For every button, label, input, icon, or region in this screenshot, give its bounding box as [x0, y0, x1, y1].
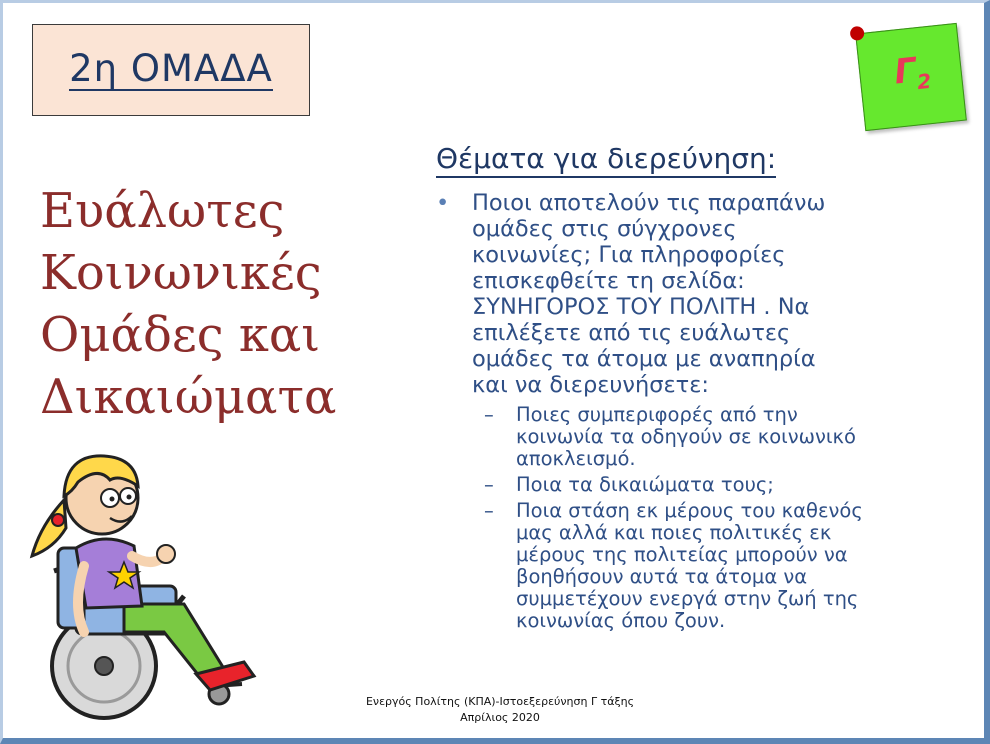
bullet-item	[436, 190, 956, 398]
bullet-line: Ποιοι αποτελούν τις παραπάνω	[472, 190, 826, 216]
dash-marker: –	[484, 473, 494, 496]
main-title	[40, 180, 400, 428]
group-label-box	[32, 24, 310, 116]
sub-item	[436, 474, 956, 496]
sticky-note-label	[892, 49, 932, 96]
footer-line-2: Απρίλιος 2020	[460, 711, 540, 724]
sub-item-line: μέρους της πολιτείας μπορούν να	[516, 543, 848, 566]
title-line: Ομάδες και	[40, 307, 321, 363]
sub-item-line: Ποια στάση εκ μέρους του καθενός	[516, 499, 863, 522]
sub-item-line: αποκλεισμό.	[516, 447, 636, 470]
bullet-marker: •	[436, 190, 450, 216]
footer	[320, 694, 680, 726]
wheelchair-girl-illustration	[14, 436, 274, 722]
pin-icon	[849, 26, 864, 41]
title-line: Κοινωνικές	[40, 245, 322, 301]
sub-list	[436, 404, 956, 632]
bullet-line: επισκεφθείτε τη σελίδα:	[472, 268, 745, 294]
title-line: Δικαιώματα	[40, 369, 337, 425]
bullet-line: ΣΥΝΗΓΟΡΟΣ ΤΟΥ ΠΟΛΙΤΗ . Να	[472, 294, 810, 320]
dash-marker: –	[484, 499, 494, 522]
sticky-note-letter: Γ	[892, 50, 919, 93]
footer-line-1: Ενεργός Πολίτης (ΚΠΑ)-Ιστοεξερεύνηση Γ τάξης	[365, 695, 635, 708]
sub-item-line: συμμετέχουν ενεργά στην ζωή της	[516, 587, 859, 610]
section-heading: Θέματα για διερεύνηση:	[436, 142, 776, 178]
sticky-note-subscript: 2	[915, 68, 933, 95]
dash-marker: –	[484, 403, 494, 426]
sub-item-line: Ποιες συμπεριφορές από την	[516, 403, 798, 426]
sticky-note	[855, 23, 967, 131]
bullet-line: κοινωνίες; Για πληροφορίες	[472, 242, 786, 268]
sub-item-line: κοινωνίας όπου ζουν.	[516, 609, 726, 632]
sub-item-line: μας αλλά και ποιες πολιτικές εκ	[516, 521, 832, 544]
content-list	[436, 190, 956, 636]
sub-item	[436, 500, 956, 632]
title-line: Ευάλωτες	[40, 183, 285, 239]
bullet-line: ομάδες τα άτομα με αναπηρία	[472, 346, 816, 372]
group-label: 2η ΟΜΑΔΑ	[69, 47, 273, 90]
sub-item-line: Ποια τα δικαιώματα τους;	[516, 473, 774, 496]
sub-item	[436, 404, 956, 470]
bullet-line: και να διερευνήσετε:	[472, 372, 709, 398]
bullet-line: επιλέξετε από τις ευάλωτες	[472, 320, 791, 346]
bullet-line: ομάδες στις σύγχρονες	[472, 216, 737, 242]
sub-item-line: βοηθήσουν αυτά τα άτομα να	[516, 565, 808, 588]
sub-item-line: κοινωνία τα οδηγούν σε κοινωνικό	[516, 425, 856, 448]
